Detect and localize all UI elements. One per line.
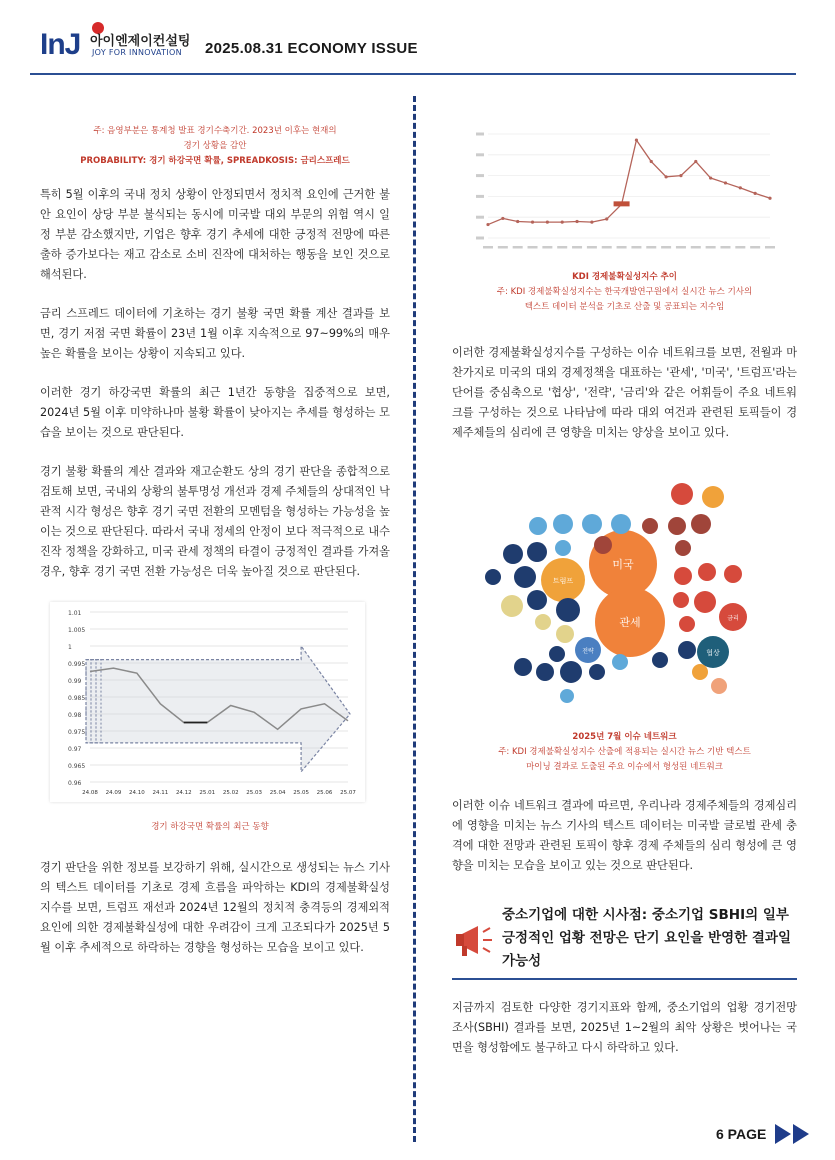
header-rule bbox=[30, 73, 796, 75]
paragraph: 금리 스프레드 데이터에 기초하는 경기 불황 국면 확률 계산 결과를 보면, 경기 저점 국면 확률이 23년 1월 이후 지속적으로 97~99%의 매우 높은 확률을 보이는 상황이 지속되고 있다. bbox=[40, 307, 390, 360]
x-tick-label bbox=[676, 246, 686, 249]
bubble bbox=[514, 566, 536, 588]
next-page-arrows-icon bbox=[775, 1124, 815, 1144]
x-tick-label bbox=[572, 246, 582, 249]
bubble bbox=[535, 614, 551, 630]
bubble bbox=[556, 625, 574, 643]
bubble bbox=[549, 646, 565, 662]
x-tick-label bbox=[661, 246, 671, 249]
chart2-note: 텍스트 데이터 분석을 기초로 산출 및 공표되는 지수임 bbox=[524, 302, 725, 312]
chart2-title: KDI 경제불확실성지수 추이 bbox=[572, 272, 677, 282]
uncertainty-index-chart bbox=[470, 126, 780, 261]
y-tick-label bbox=[476, 133, 484, 136]
bubble bbox=[527, 590, 547, 610]
bubble bbox=[611, 514, 631, 534]
y-tick-label: 0.975 bbox=[68, 729, 86, 736]
x-tick-label bbox=[631, 246, 641, 249]
bubble bbox=[536, 663, 554, 681]
bubble bbox=[560, 689, 574, 703]
x-tick-label bbox=[483, 246, 493, 249]
callout-rule bbox=[452, 978, 797, 980]
callout-title: 중소기업에 대한 시사점: 중소기업 SBHI의 일부 긍정적인 업황 전망은 단기 요인을 반영한 결과일 가능성 bbox=[502, 907, 792, 969]
data-point bbox=[768, 197, 771, 200]
x-tick-label bbox=[542, 246, 552, 249]
chart1-svg bbox=[50, 602, 365, 802]
column-divider bbox=[413, 96, 416, 1142]
y-tick-label bbox=[476, 237, 484, 240]
bubble bbox=[514, 658, 532, 676]
page-header bbox=[0, 0, 835, 80]
x-tick-label bbox=[617, 246, 627, 249]
page-number: 6 PAGE bbox=[716, 1126, 767, 1142]
bubble bbox=[560, 661, 582, 683]
bubble-label: 관세 bbox=[619, 616, 641, 629]
bubble bbox=[698, 563, 716, 581]
data-point bbox=[694, 160, 697, 163]
bubble bbox=[553, 514, 573, 534]
bubble bbox=[711, 678, 727, 694]
bubble bbox=[529, 517, 547, 535]
x-tick-label bbox=[513, 246, 523, 249]
x-tick-label: 25.06 bbox=[316, 790, 333, 796]
bubble-caption bbox=[452, 730, 797, 775]
chart2-svg bbox=[470, 126, 780, 261]
y-tick-label: 0.98 bbox=[68, 712, 82, 719]
paragraph: 경기 불황 확률의 계산 결과와 재고순환도 상의 경기 판단을 종합적으로 검토해 보면, 국내외 상황의 불투명성 개선과 경제 주체들의 상대적인 낙관적 시각 형성은 향후 경기 국면 전환의 모멘텀을 형성하는 가능성을 높이는 것으로 판단된다. 따라서 국내 정세의 안정이 보다 적극적으로 내수 진작 정책을 강화하고, 미국 관세 정책의 타결이 긍정적인 결과를 가져올 경우, 향후 경기 국면 전환 가능성은 더욱 높아질 것으로 판단된다. bbox=[40, 465, 390, 578]
paragraph: 지금까지 검토한 다양한 경기지표와 함께, 중소기업의 업황 경기전망 조사(SBHI) 결과를 보면, 2025년 1~2월의 최악 상황은 벗어나는 국면을 형성함에도 불구하고 다시 하락하고 있다. bbox=[452, 1001, 797, 1054]
issue-network-bubbles bbox=[475, 482, 775, 707]
paragraph: 이러한 이슈 네트워크 결과에 따르면, 우리나라 경제주체들의 경제심리에 영향을 미치는 뉴스 기사의 텍스트 데이터는 미국발 글로벌 관세 충격에 대한 전망과 관련된 토픽이 향후 경제 주체들의 심리 형성에 큰 영향을 미치는 모습을 보이고 있는 것으로 판단된다. bbox=[452, 799, 797, 872]
logo-korean: 아이엔제이컨설팅 bbox=[90, 34, 191, 49]
bubble bbox=[589, 664, 605, 680]
x-tick-label: 24.09 bbox=[105, 790, 122, 796]
bubble bbox=[582, 514, 602, 534]
data-point bbox=[486, 223, 489, 226]
y-tick-label: 0.96 bbox=[68, 780, 82, 787]
note-line: 주: 음영부분은 통계청 발표 경기수축기간. 2023년 이후는 현재의 bbox=[93, 126, 337, 136]
data-point bbox=[501, 217, 504, 220]
x-tick-label: 25.03 bbox=[246, 790, 263, 796]
note-line: PROBABILITY: 경기 하강국면 확률, SPREADKOSIS: 금리스프레드 bbox=[80, 156, 350, 166]
chart2-note: 주: KDI 경제불확실성지수는 한국개발연구원에서 실시간 뉴스 기사의 bbox=[496, 287, 753, 297]
bubble bbox=[594, 536, 612, 554]
x-tick-label bbox=[498, 246, 508, 249]
bubble bbox=[724, 565, 742, 583]
data-point bbox=[679, 174, 682, 177]
y-tick-label: 0.995 bbox=[68, 661, 86, 668]
bubble bbox=[501, 595, 523, 617]
bubble bbox=[675, 540, 691, 556]
bubble-svg bbox=[475, 482, 775, 707]
data-point bbox=[724, 181, 727, 184]
megaphone-icon bbox=[452, 918, 496, 962]
bubble bbox=[691, 514, 711, 534]
x-tick-label bbox=[646, 246, 656, 249]
y-tick-label bbox=[476, 216, 484, 219]
data-point bbox=[635, 139, 638, 142]
x-tick-label bbox=[706, 246, 716, 249]
x-tick-label bbox=[557, 246, 567, 249]
highlight-marker bbox=[614, 201, 630, 206]
bubble bbox=[612, 654, 628, 670]
bubble bbox=[642, 518, 658, 534]
chart1-caption: 경기 하강국면 확률의 최근 동향 bbox=[151, 822, 269, 832]
y-tick-label: 0.985 bbox=[68, 695, 86, 702]
data-point bbox=[561, 220, 564, 223]
y-tick-label bbox=[476, 153, 484, 156]
bubble bbox=[652, 652, 668, 668]
y-tick-label: 1.01 bbox=[68, 610, 82, 617]
bubble bbox=[673, 592, 689, 608]
data-point bbox=[546, 220, 549, 223]
bubble-note: 주: KDI 경제불확실성지수 산출에 적용되는 실시간 뉴스 기반 텍스트 bbox=[498, 747, 751, 757]
y-tick-label: 1.005 bbox=[68, 627, 86, 634]
x-tick-label: 25.01 bbox=[199, 790, 216, 796]
bubble bbox=[679, 616, 695, 632]
recession-probability-chart bbox=[50, 602, 365, 802]
y-tick-label: 0.99 bbox=[68, 678, 82, 685]
paragraph: 특히 5월 이후의 국내 정치 상황이 안정되면서 정치적 요인에 근거한 불안 요인이 상당 부분 불식되는 동시에 미국발 대외 부문의 위험 역시 일정 부분 감소했지만, 기업은 향후 경기 추세에 대한 긍정적 전망에 따른 출하 증가보다는 재고 감소로 소비 진작에 대처하는 행동을 보인 것으로 해석된다. bbox=[40, 188, 390, 281]
y-tick-label: 0.965 bbox=[68, 763, 86, 770]
note-line: 경기 상황을 감안 bbox=[183, 141, 247, 151]
x-tick-label: 25.04 bbox=[269, 790, 286, 796]
data-point bbox=[516, 220, 519, 223]
x-tick-label: 25.07 bbox=[340, 790, 356, 796]
bubble-label: 금리 bbox=[727, 615, 739, 622]
logo-mark: InJ bbox=[40, 28, 81, 61]
bubble bbox=[674, 567, 692, 585]
x-tick-label bbox=[735, 246, 745, 249]
data-point bbox=[739, 186, 742, 189]
chart2-caption bbox=[452, 270, 797, 315]
y-tick-label: 0.97 bbox=[68, 746, 82, 753]
bubble bbox=[692, 664, 708, 680]
bubble-title: 2025년 7월 이슈 네트워크 bbox=[572, 732, 677, 742]
x-tick-label bbox=[750, 246, 760, 249]
logo-tagline: JOY FOR INNOVATION bbox=[92, 48, 182, 57]
paragraph: 이러한 경제불확실성지수를 구성하는 이슈 네트워크를 보면, 전월과 마찬가지로 미국의 대외 경제정책을 대표하는 '관세', '미국', '트럼프'라는 단어를 중심축으로 '협상', '전략', '금리'와 같은 어휘들이 주요 네트워크를 구성하는 것으로 나타남에 따라 대외 여건과 관련된 토픽들이 경제주체들의 심리에 큰 영향을 미치는 양상을 보이고 있다. bbox=[452, 346, 797, 439]
bubble bbox=[527, 542, 547, 562]
bubble bbox=[556, 598, 580, 622]
y-tick-label bbox=[476, 174, 484, 177]
data-point bbox=[605, 217, 608, 220]
x-tick-label bbox=[720, 246, 730, 249]
x-tick-label: 24.10 bbox=[129, 790, 145, 796]
paragraph: 이러한 경기 하강국면 확률의 최근 1년간 동향을 집중적으로 보면, 2024년 5월 이후 미약하나마 불황 확률이 낮아지는 추세를 형성하는 모습을 보이는 것으로 판단된다. bbox=[40, 386, 390, 439]
data-point bbox=[531, 220, 534, 223]
x-tick-label bbox=[587, 246, 597, 249]
x-tick-label: 24.12 bbox=[175, 790, 192, 796]
x-tick-label: 25.02 bbox=[222, 790, 239, 796]
bubble bbox=[671, 483, 693, 505]
data-point bbox=[754, 192, 757, 195]
bubble-label: 협상 bbox=[706, 649, 720, 657]
section-callout bbox=[452, 900, 797, 980]
bubble bbox=[694, 591, 716, 613]
issue-title: 2025.08.31 ECONOMY ISSUE bbox=[205, 40, 418, 57]
data-point bbox=[665, 175, 668, 178]
x-tick-label bbox=[765, 246, 775, 249]
chart-note bbox=[40, 124, 390, 169]
company-logo bbox=[40, 26, 200, 66]
x-tick-label: 24.11 bbox=[152, 790, 169, 796]
bubble bbox=[555, 540, 571, 556]
bubble bbox=[485, 569, 501, 585]
bubble-note: 마이닝 결과로 도출된 주요 이슈에서 형성된 네트워크 bbox=[526, 762, 723, 772]
bubble-label: 미국 bbox=[612, 558, 634, 571]
uncertainty-line bbox=[488, 140, 770, 224]
y-tick-label bbox=[476, 195, 484, 198]
data-point bbox=[709, 176, 712, 179]
trend-arrow bbox=[86, 646, 350, 772]
x-tick-label: 24.08 bbox=[82, 790, 98, 796]
y-tick-label: 1 bbox=[68, 644, 72, 651]
data-point bbox=[650, 160, 653, 163]
bubble bbox=[503, 544, 523, 564]
bubble bbox=[668, 517, 686, 535]
data-point bbox=[575, 220, 578, 223]
data-point bbox=[590, 220, 593, 223]
bubble-label: 전략 bbox=[582, 648, 594, 655]
bubble-label: 트럼프 bbox=[552, 577, 574, 585]
x-tick-label bbox=[691, 246, 701, 249]
bubble bbox=[678, 641, 696, 659]
paragraph: 경기 판단을 위한 정보를 보강하기 위해, 실시간으로 생성되는 뉴스 기사의 텍스트 데이터를 기초로 경제 흐름을 파악하는 KDI의 경제불확실성지수를 보면, 트럼프 재선과 2024년 12월의 정치적 충격등의 경제외적 요인에 의한 경제불확실성에 대한 우려감이 크게 고조되다가 2025년 5월 이후 추세적으로 하락하는 경향을 형성하는 모습을 보이고 있다. bbox=[40, 861, 390, 954]
bubble bbox=[702, 486, 724, 508]
x-tick-label: 25.05 bbox=[293, 790, 309, 796]
x-tick-label bbox=[602, 246, 612, 249]
x-tick-label bbox=[528, 246, 538, 249]
left-column bbox=[40, 120, 390, 582]
